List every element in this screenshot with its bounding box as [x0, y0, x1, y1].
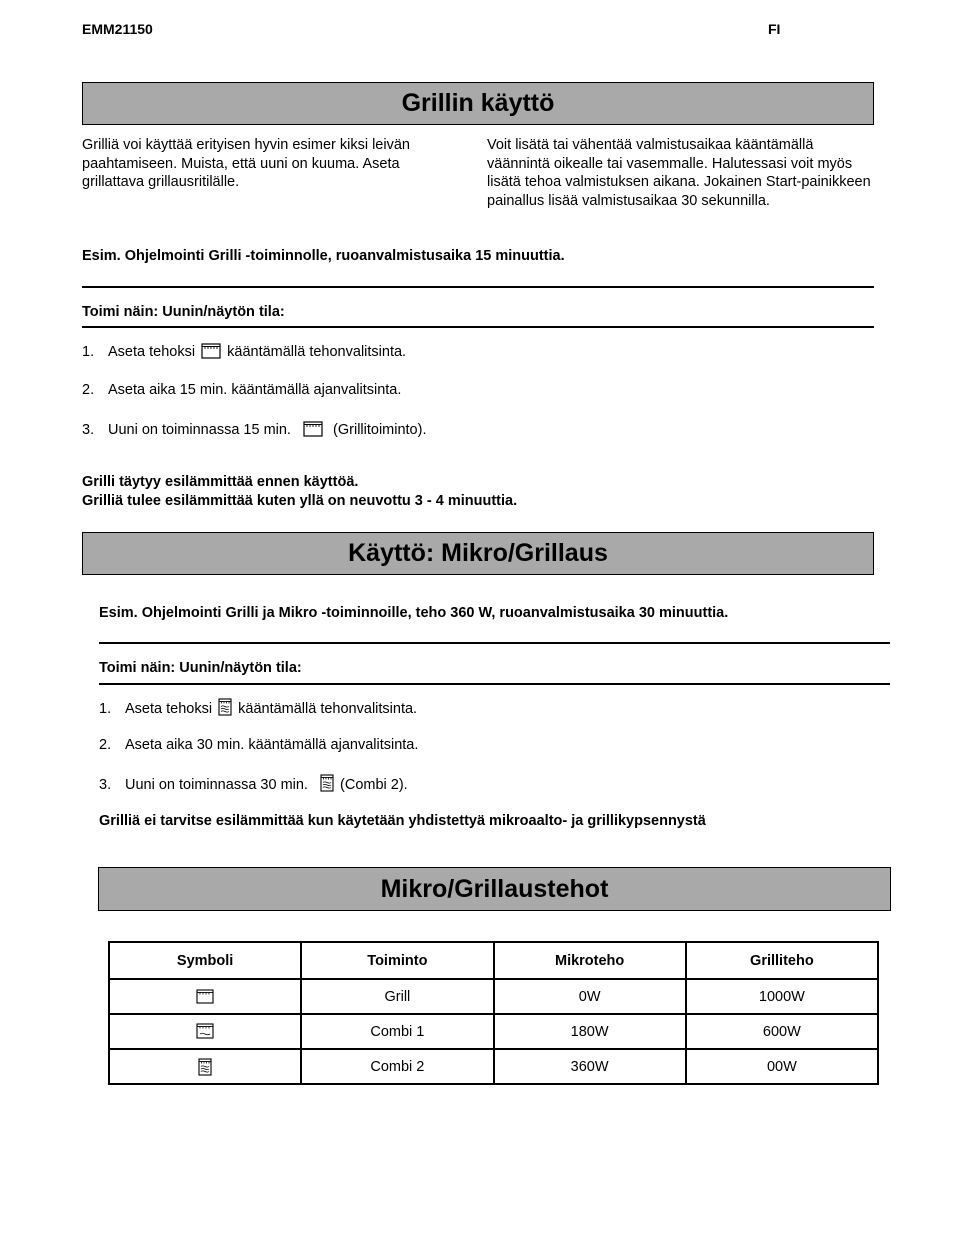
grill-power-cell: 00W — [686, 1049, 878, 1084]
grill-power-cell: 600W — [686, 1014, 878, 1049]
preheat-note-1: Grilli täytyy esilämmittää ennen käyttöä. — [82, 474, 359, 490]
symbol-cell — [109, 1014, 301, 1049]
combi1-icon — [196, 1024, 214, 1040]
micro-power-cell: 360W — [494, 1049, 686, 1084]
preheat-note-2: Grilliä tulee esilämmittää kuten yllä on neuvottu 3 - 4 minuuttia. — [82, 493, 518, 509]
grill-power-cell: 1000W — [686, 979, 878, 1014]
symbol-cell — [109, 1049, 301, 1084]
grill-icon — [303, 421, 323, 442]
micro-power-cell: 0W — [494, 979, 686, 1014]
section-title-grill: Grillin käyttö — [82, 82, 874, 125]
function-cell: Combi 2 — [301, 1049, 493, 1084]
combi2-icon — [320, 774, 334, 797]
section-title-power-table: Mikro/Grillaustehot — [98, 867, 891, 911]
divider — [99, 683, 890, 685]
col-header-function: Toiminto — [301, 942, 493, 979]
grill-intro-right: Voit lisätä tai vähentää valmistusaikaa kääntämällä väännintä oikealle tai vasemmalle. Halutessasi voit myös lisätä tehoa valmistuksen aikana. Jokainen Start-painikkeen painallus lisää valmistusaikaa 30 sekunnilla. — [487, 137, 871, 209]
table-header-row — [109, 942, 878, 979]
function-cell: Grill — [301, 979, 493, 1014]
function-cell: Combi 1 — [301, 1014, 493, 1049]
combi2-icon — [198, 1060, 212, 1076]
combi-instruction-header: Toimi näin: Uunin/näytön tila: — [99, 660, 302, 676]
divider — [82, 326, 874, 328]
divider — [99, 642, 890, 644]
table-row — [109, 1049, 878, 1084]
power-table — [108, 941, 879, 1085]
grill-step-3: 3. Uuni on toiminnassa 15 min. (Grillitoiminto). — [82, 421, 426, 442]
table-row — [109, 979, 878, 1014]
col-header-grill-power: Grilliteho — [686, 942, 878, 979]
grill-icon — [201, 343, 221, 364]
grill-intro-left: Grilliä voi käyttää erityisen hyvin esimer kiksi leivän paahtamiseen. Muista, että uuni on kuuma. Aseta grillattava grillausritilälle. — [82, 137, 410, 190]
model-number: EMM21150 — [82, 21, 153, 37]
micro-power-cell: 180W — [494, 1014, 686, 1049]
col-header-symbol: Symboli — [109, 942, 301, 979]
divider — [82, 286, 874, 288]
section-title-micro-grill: Käyttö: Mikro/Grillaus — [82, 532, 874, 575]
col-header-micro-power: Mikroteho — [494, 942, 686, 979]
language-code: FI — [768, 21, 781, 37]
combi-example: Esim. Ohjelmointi Grilli ja Mikro -toiminnoille, teho 360 W, ruoanvalmistusaika 30 minuuttia. — [99, 605, 729, 621]
combi-step-1: 1. Aseta tehoksi kääntämällä tehonvalitsinta. — [99, 698, 417, 721]
combi-step-3: 3. Uuni on toiminnassa 30 min. (Combi 2). — [99, 774, 408, 797]
combi-note: Grilliä ei tarvitse esilämmittää kun käytetään yhdistettyä mikroaalto- ja grillikypsennystä — [99, 813, 706, 829]
grill-step-1: 1. Aseta tehoksi kääntämällä tehonvalitsinta. — [82, 343, 406, 364]
combi2-icon — [218, 698, 232, 721]
symbol-cell — [109, 979, 301, 1014]
grill-step-2: 2. Aseta aika 15 min. kääntämällä ajanvalitsinta. — [82, 382, 402, 398]
table-row — [109, 1014, 878, 1049]
grill-example: Esim. Ohjelmointi Grilli -toiminnolle, ruoanvalmistusaika 15 minuuttia. — [82, 248, 565, 264]
grill-icon — [196, 989, 214, 1005]
grill-instruction-header: Toimi näin: Uunin/näytön tila: — [82, 304, 285, 320]
combi-step-2: 2. Aseta aika 30 min. kääntämällä ajanvalitsinta. — [99, 737, 419, 753]
